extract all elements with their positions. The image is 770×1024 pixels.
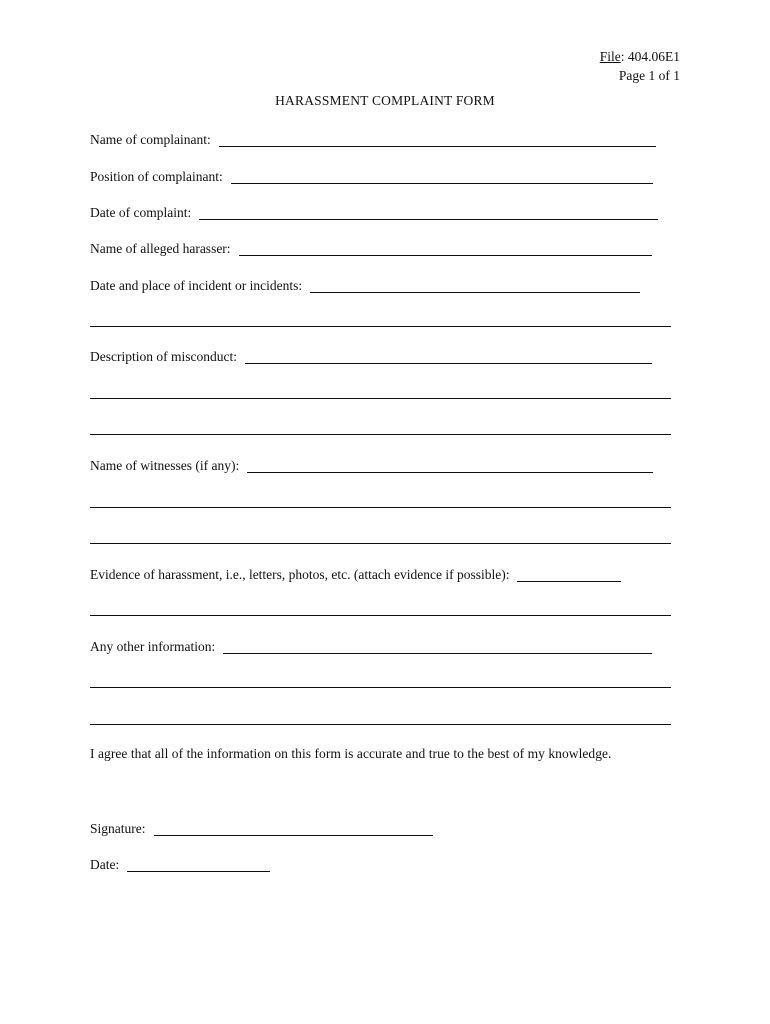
harasser-name-field[interactable] bbox=[239, 241, 652, 256]
other-info-continuation-line-1[interactable] bbox=[90, 687, 671, 688]
other-info-continuation-line-2[interactable] bbox=[90, 724, 671, 725]
incident-date-place-row bbox=[90, 274, 640, 294]
signature-row bbox=[90, 817, 433, 837]
other-info-label: Any other information: bbox=[90, 639, 216, 654]
evidence-field[interactable] bbox=[517, 567, 621, 582]
misconduct-description-field[interactable] bbox=[245, 349, 652, 364]
page-number: Page 1 of 1 bbox=[618, 68, 680, 83]
complaint-date-label: Date of complaint: bbox=[90, 205, 192, 220]
file-label: File bbox=[599, 49, 621, 64]
evidence-row bbox=[90, 563, 621, 583]
witnesses-row bbox=[90, 454, 653, 474]
complainant-position-row bbox=[90, 165, 653, 185]
misconduct-continuation-line-1[interactable] bbox=[90, 398, 671, 399]
signature-date-row bbox=[90, 853, 270, 873]
evidence-label: Evidence of harassment, i.e., letters, photos, etc. (attach evidence if possible): bbox=[90, 567, 510, 582]
harasser-name-row bbox=[90, 237, 652, 257]
form-title: HARASSMENT COMPLAINT FORM bbox=[275, 93, 495, 108]
other-info-row bbox=[90, 635, 652, 655]
complaint-date-field[interactable] bbox=[199, 205, 658, 220]
complainant-position-label: Position of complainant: bbox=[90, 169, 223, 184]
signature-field[interactable] bbox=[154, 821, 433, 836]
witnesses-continuation-line-2[interactable] bbox=[90, 543, 671, 544]
signature-date-field[interactable] bbox=[127, 857, 270, 872]
file-value: : 404.06E1 bbox=[620, 49, 680, 64]
evidence-continuation-line[interactable] bbox=[90, 615, 671, 616]
harasser-name-label: Name of alleged harasser: bbox=[90, 241, 231, 256]
misconduct-description-label: Description of misconduct: bbox=[90, 349, 237, 364]
signature-date-label: Date: bbox=[90, 857, 120, 872]
complaint-date-row bbox=[90, 201, 658, 221]
complainant-name-field[interactable] bbox=[219, 132, 656, 147]
witnesses-continuation-line-1[interactable] bbox=[90, 507, 671, 508]
file-number bbox=[600, 47, 680, 66]
complainant-name-label: Name of complainant: bbox=[90, 132, 211, 147]
incident-date-place-label: Date and place of incident or incidents: bbox=[90, 278, 303, 293]
complainant-position-field[interactable] bbox=[231, 169, 653, 184]
signature-label: Signature: bbox=[90, 821, 146, 836]
misconduct-description-row bbox=[90, 345, 652, 365]
incident-continuation-line[interactable] bbox=[90, 326, 671, 327]
witnesses-label: Name of witnesses (if any): bbox=[90, 458, 240, 473]
witnesses-field[interactable] bbox=[247, 458, 653, 473]
incident-date-place-field[interactable] bbox=[310, 278, 640, 293]
file-reference-header bbox=[600, 47, 680, 85]
agreement-statement: I agree that all of the information on this form is accurate and true to the best of my knowledge. bbox=[90, 746, 612, 761]
misconduct-continuation-line-2[interactable] bbox=[90, 434, 671, 435]
complainant-name-row bbox=[90, 128, 656, 148]
other-info-field[interactable] bbox=[223, 639, 652, 654]
